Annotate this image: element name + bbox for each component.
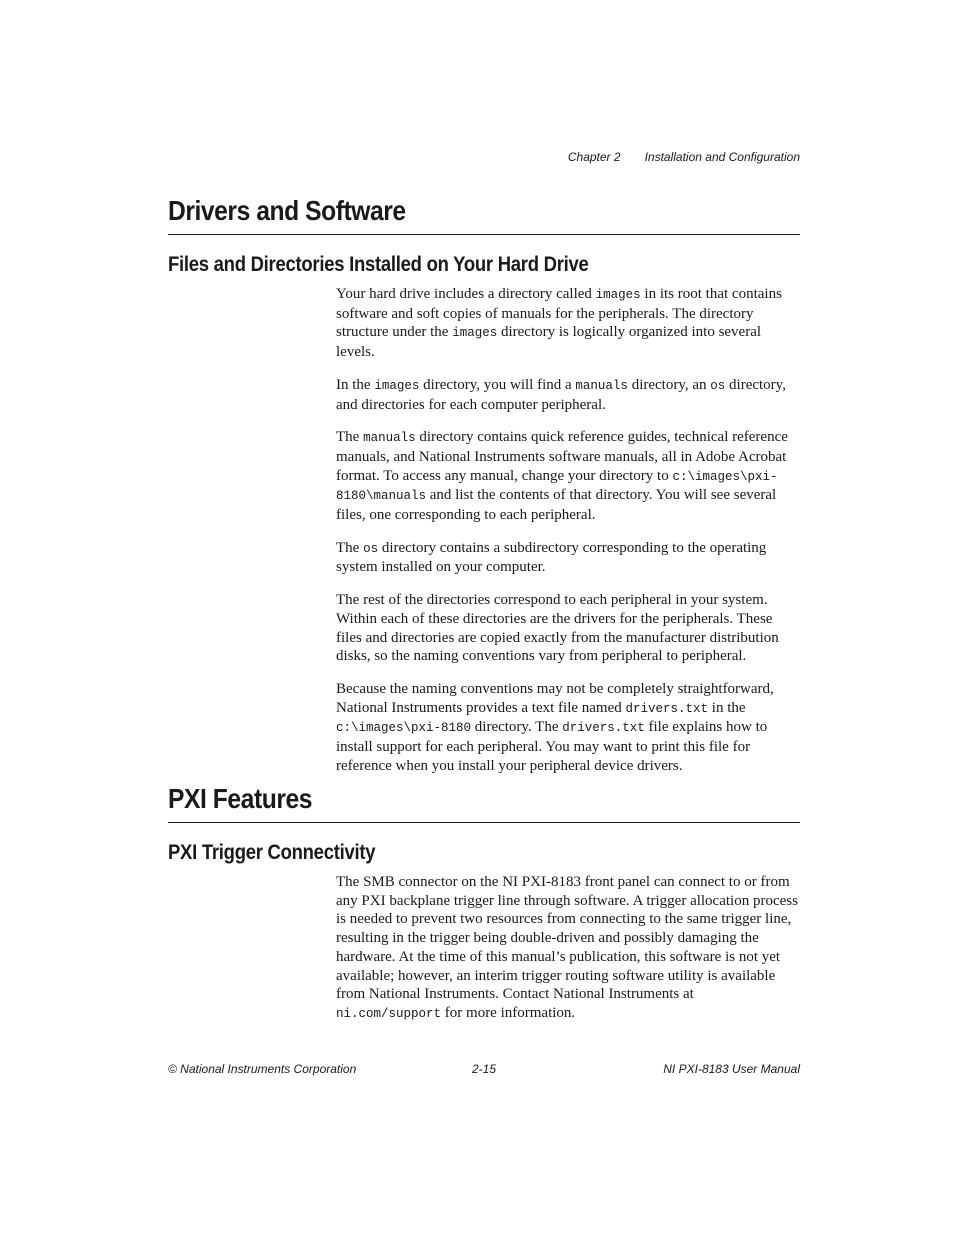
inline-code: os — [363, 541, 379, 556]
running-header — [568, 150, 800, 164]
subsection-title-files-and-directories: Files and Directories Installed on Your Hard Drive — [168, 253, 589, 276]
paragraph: The SMB connector on the NI PXI-8183 front panel can connect to or from any PXI backplane trigger line through software. A trigger allocation process is needed to prevent two resources from connecting to the same trigger line, resulting in the trigger being double-driven and possibly damaging the hardware. At the time of this manual’s publication, this software is not yet available; however, an interim trigger routing software utility is available from National Instruments. Contact National Instruments at ni.com/support for more information. — [336, 874, 798, 1021]
pxi-trigger-body — [336, 873, 802, 1038]
paragraph: The os directory contains a subdirectory corresponding to the operating system installed on your computer. — [336, 539, 767, 576]
section-title-pxi-features: PXI Features — [168, 783, 313, 814]
inline-code: drivers.txt — [562, 721, 645, 736]
inline-code: images — [452, 326, 498, 341]
inline-code: os — [710, 378, 726, 393]
inline-code: c:\images\pxi-8180\manuals — [336, 469, 778, 504]
paragraph: In the images directory, you will find a manuals directory, an os directory, and directories for each computer peripheral. — [336, 376, 786, 413]
paragraph: Your hard drive includes a directory called images in its root that contains software and soft copies of manuals for the peripherals. The directory structure under the images directory is logically organized into several levels. — [336, 286, 782, 361]
inline-code: images — [374, 378, 420, 393]
inline-code: manuals — [363, 431, 416, 446]
paragraph: The rest of the directories correspond to each peripheral in your system. Within each of these directories are the drivers for the peripherals. These files and directories are copied exactly from the manufacturer distribution disks, so the naming conventions vary from peripheral to peripheral. — [336, 592, 779, 665]
paragraph: The manuals directory contains quick reference guides, technical reference manuals, and National Instruments software manuals, all in Adobe Acrobat format. To access any manual, change your directory to c:\images\pxi-8180\manuals and list the contents of that directory. You will see several files, one corresponding to each peripheral. — [336, 429, 788, 524]
subsection-title-pxi-trigger-connectivity: PXI Trigger Connectivity — [168, 841, 376, 864]
section-rule — [168, 822, 800, 823]
header-section: Installation and Configuration — [644, 150, 800, 164]
footer-copyright: © National Instruments Corporation — [168, 1062, 357, 1076]
inline-code: images — [595, 288, 641, 302]
section-rule — [168, 234, 800, 235]
section-title-drivers-and-software: Drivers and Software — [168, 195, 406, 226]
footer-manual-title: NI PXI-8183 User Manual — [663, 1062, 800, 1076]
files-directories-body — [336, 285, 802, 789]
footer-page-number: 2-15 — [472, 1062, 497, 1076]
inline-code: manuals — [575, 378, 628, 393]
inline-code: c:\images\pxi-8180 — [336, 721, 472, 736]
header-chapter: Chapter 2 — [567, 150, 621, 164]
inline-code: ni.com/support — [336, 1006, 442, 1021]
paragraph: Because the naming conventions may not be completely straightforward, National Instruments provides a text file named drivers.txt in the c:\images\pxi-8180 directory. The drivers.txt file explains how to install support for each peripheral. You may want to print this file for reference when you install your peripheral device drivers. — [336, 680, 774, 774]
inline-code: drivers.txt — [625, 701, 709, 716]
